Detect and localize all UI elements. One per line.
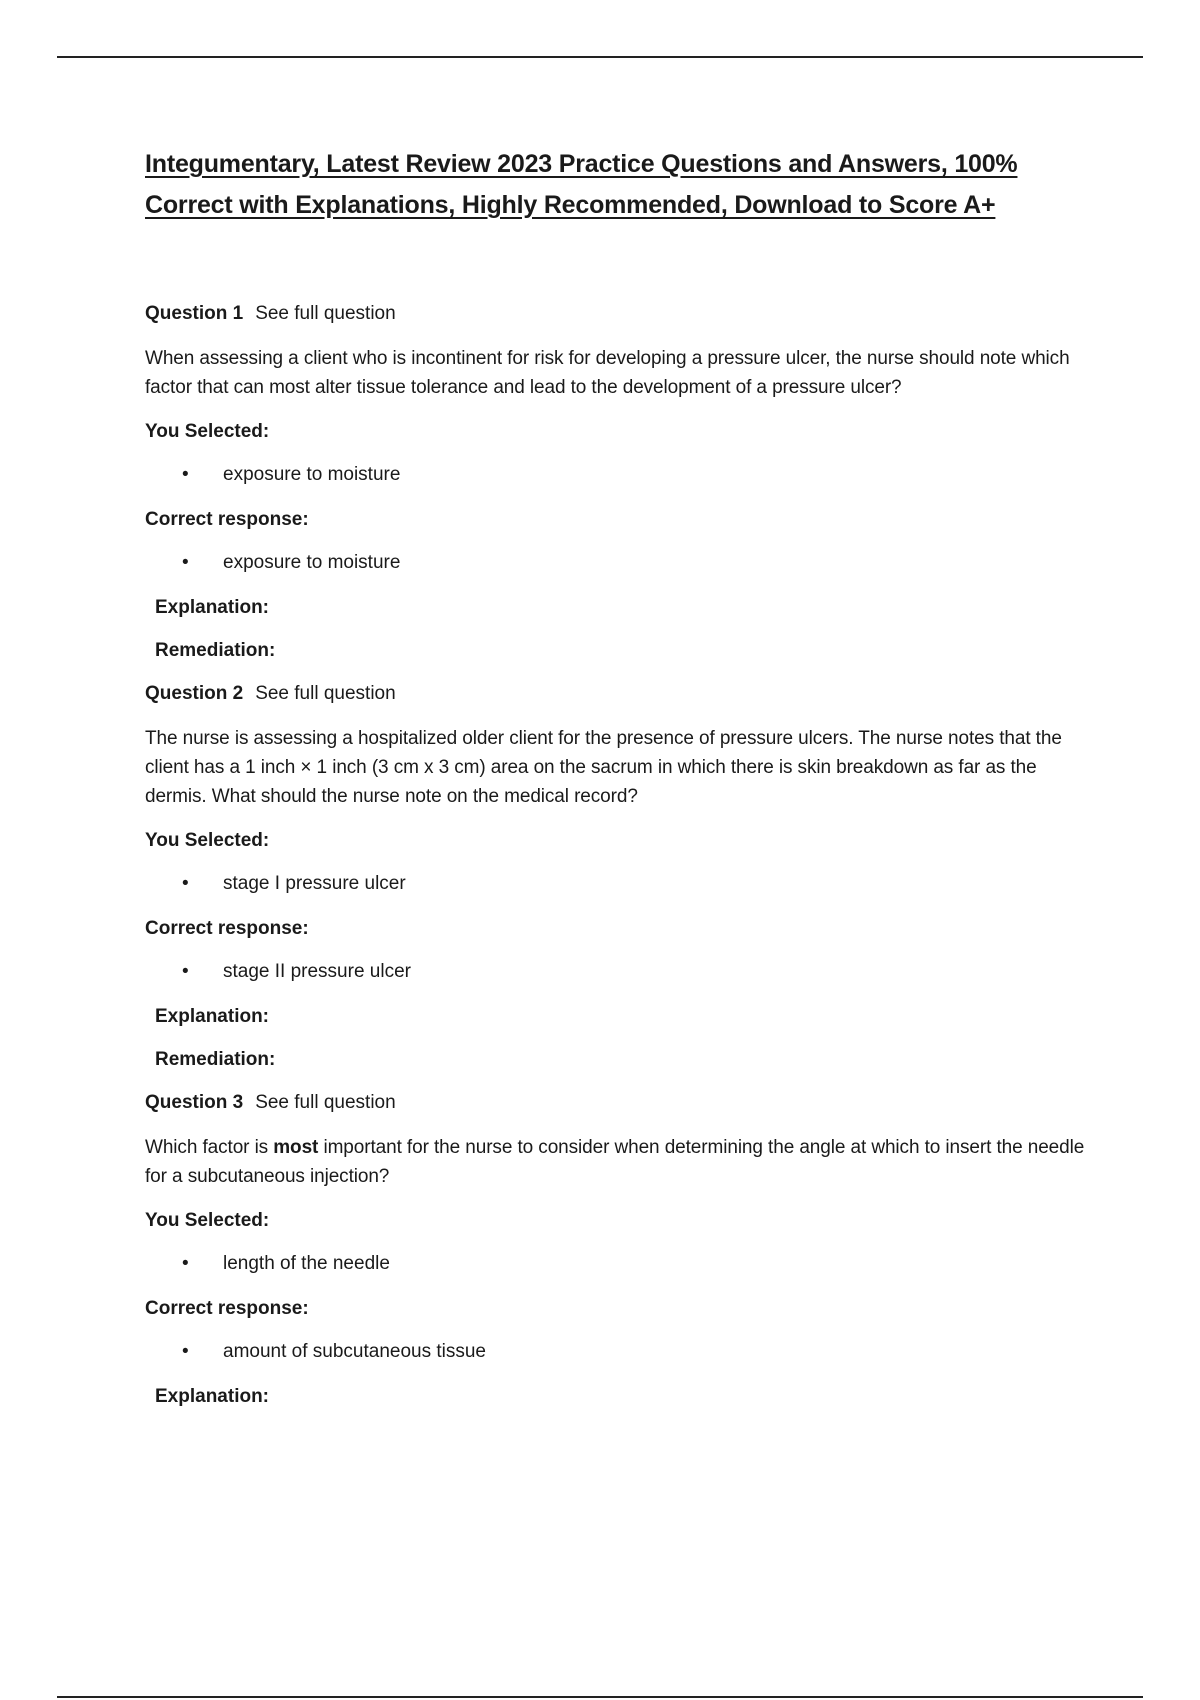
question-number: Question 1 [145,303,244,324]
correct-response-label: Correct response: [145,509,309,530]
bullet-icon: • [182,464,189,485]
you-selected-label: You Selected: [145,421,270,442]
selected-answer-text: stage I pressure ulcer [223,873,406,894]
bullet-icon: • [182,1341,189,1362]
correct-response-label: Correct response: [145,918,309,939]
bullet-icon: • [182,552,189,573]
correct-answer [145,960,1095,984]
selected-answer [145,872,1095,896]
question-2 [145,682,1095,1072]
bullet-icon: • [182,873,189,894]
question-header [145,682,1095,706]
question-list [145,302,1095,1409]
correct-answer [145,1340,1095,1364]
question-text-emphasis: most [273,1137,319,1158]
top-rule [57,56,1143,58]
bullet-icon: • [182,1253,189,1274]
you-selected-label: You Selected: [145,1210,270,1231]
bottom-rule [57,1696,1143,1698]
bullet-icon: • [182,961,189,982]
correct-answer [145,551,1095,575]
correct-response-label: Correct response: [145,1298,309,1319]
question-number: Question 3 [145,1092,244,1113]
correct-answer-text: amount of subcutaneous tissue [223,1341,487,1362]
selected-answer-text: length of the needle [223,1253,390,1274]
question-header [145,302,1095,326]
you-selected-label: You Selected: [145,830,270,851]
question-3 [145,1091,1095,1409]
question-text [145,1133,1095,1191]
correct-answer-text: stage II pressure ulcer [223,961,411,982]
correct-answer-text: exposure to moisture [223,552,401,573]
selected-answer [145,1252,1095,1276]
selected-answer-text: exposure to moisture [223,464,401,485]
see-full-question-link[interactable]: See full question [255,683,396,704]
question-text-part: Which factor is [145,1137,274,1158]
explanation-label: Explanation: [155,1006,270,1027]
question-header [145,1091,1095,1115]
document-title: Integumentary, Latest Review 2023 Practice Questions and Answers, 100% Correct with Explanations, Highly Recommended, Download to Score A+ [145,150,1018,219]
explanation-label: Explanation: [155,597,270,618]
remediation-label: Remediation: [155,640,276,661]
question-text-part: important for the nurse to consider when determining the angle at which to insert the needle for a subcutaneous injection? [145,1137,1085,1187]
question-text: The nurse is assessing a hospitalized older client for the presence of pressure ulcers. The nurse notes that the client has a 1 inch × 1 inch (3 cm x 3 cm) area on the sacrum in which there is skin breakdown as far as the dermis. What should the nurse note on the medical record? [145,728,1062,807]
question-text: When assessing a client who is incontinent for risk for developing a pressure ulcer, the nurse should note which factor that can most alter tissue tolerance and lead to the development of a pressure ulcer? [145,348,1070,398]
remediation-label: Remediation: [155,1049,276,1070]
selected-answer [145,463,1095,487]
see-full-question-link[interactable]: See full question [255,1092,396,1113]
see-full-question-link[interactable]: See full question [255,303,396,324]
question-number: Question 2 [145,683,244,704]
document-body [145,144,1095,1428]
question-1 [145,302,1095,663]
explanation-label: Explanation: [155,1386,270,1407]
